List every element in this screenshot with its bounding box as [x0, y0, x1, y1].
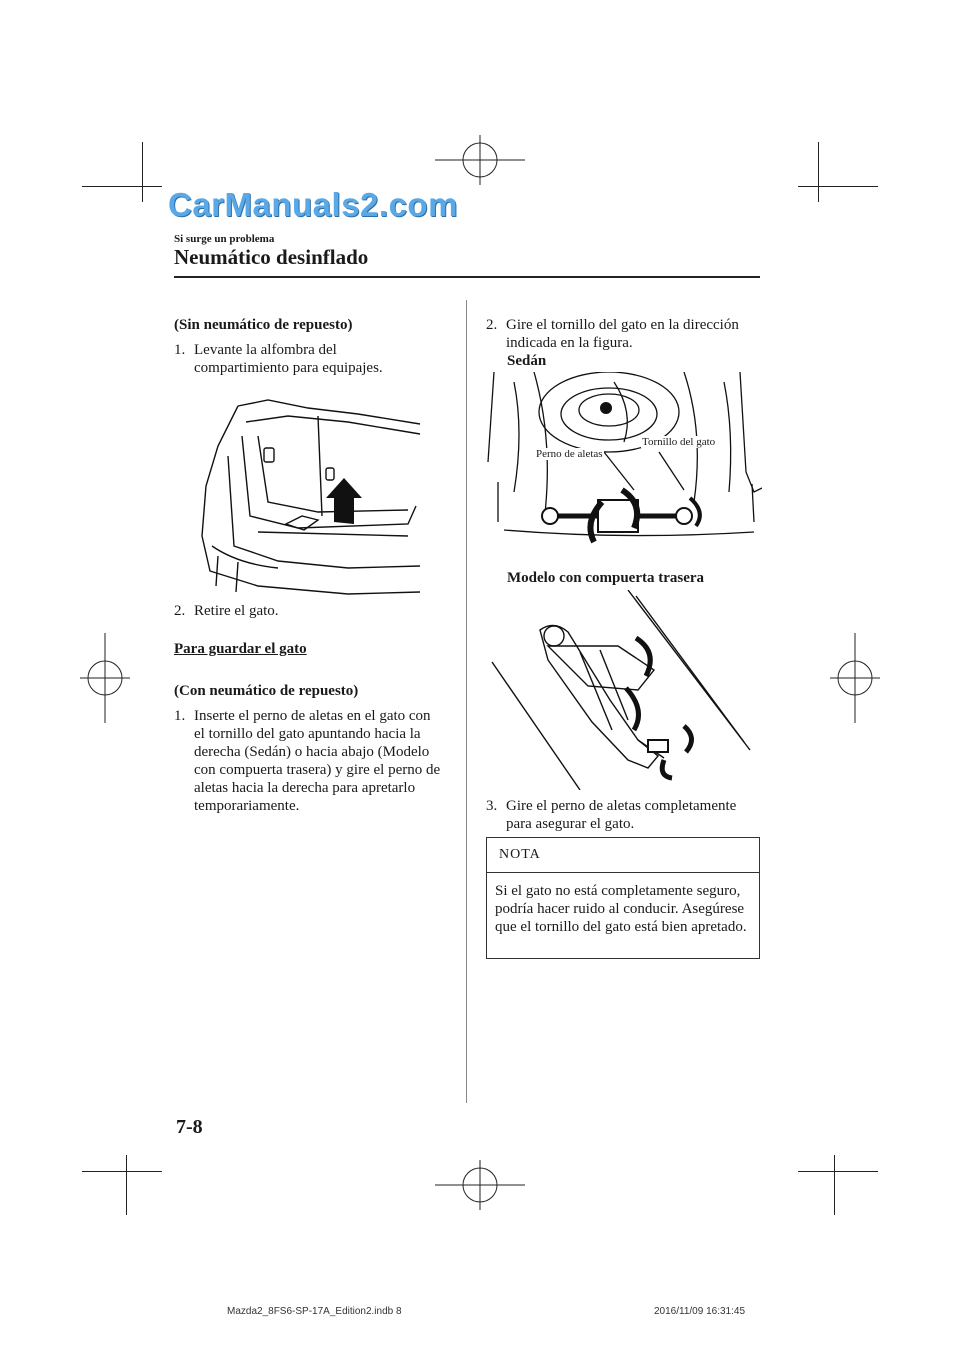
sedan-jack-illustration [484, 372, 762, 562]
step-1-lift-carpet [174, 341, 434, 377]
page-number: 7-8 [176, 1116, 203, 1138]
note-header [487, 838, 759, 873]
step-text: Inserte el perno de aletas en el gato con el tornillo del gato apuntando hacia la derecha (Sedán) o hacia abajo (Modelo con compuerta trasera) y gire el perno de aletas hacia la derecha para apretarlo temporariamente. [194, 708, 441, 814]
footer-timestamp: 2016/11/09 16:31:45 [654, 1306, 746, 1317]
page-title: Neumático desinflado [174, 245, 369, 269]
step-text: Gire el tornillo del gato en la dirección indicada en la figura. [506, 317, 739, 351]
column-divider [466, 300, 467, 1103]
step-number: 2. [486, 317, 498, 333]
label-wing-bolt: Perno de aletas [536, 448, 603, 460]
store-step-1 [174, 707, 444, 815]
section-label: Si surge un problema [174, 233, 275, 245]
watermark-logo[interactable]: CarManuals2.com [168, 186, 458, 223]
step-text: Gire el perno de aletas completamente para asegurar el gato. [506, 798, 737, 832]
crop-mark [126, 1155, 127, 1215]
cargo-compartment-illustration [198, 396, 422, 596]
step-text: Levante la alfombra del compartimiento para equipajes. [194, 342, 383, 376]
note-body: Si el gato no está completamente seguro, podría hacer ruido al conducir. Asegúrese que el tornillo del gato está bien apretado. [495, 883, 747, 935]
crop-mark [818, 142, 819, 202]
step-2-turn-screw [486, 316, 760, 352]
crop-mark [142, 142, 143, 202]
crop-mark [82, 1171, 162, 1172]
crop-mark [798, 186, 878, 187]
sedan-label: Sedán [507, 353, 547, 369]
step-2-remove-jack [174, 602, 434, 620]
step-text: Retire el gato. [194, 603, 279, 619]
crop-mark [834, 1155, 835, 1215]
hatchback-label: Modelo con compuerta trasera [507, 570, 705, 586]
subheading-store-jack: Para guardar el gato [174, 641, 307, 657]
heading-with-spare: (Con neumático de repuesto) [174, 683, 359, 699]
step-number: 3. [486, 798, 498, 814]
registration-mark [435, 1150, 525, 1210]
footer-filename: Mazda2_8FS6-SP-17A_Edition2.indb 8 [227, 1306, 402, 1317]
step-3-tighten-bolt [486, 797, 760, 833]
note-box [486, 837, 760, 959]
registration-mark [830, 633, 880, 723]
step-number: 1. [174, 708, 186, 724]
note-title: NOTA [499, 847, 541, 862]
crop-mark [82, 186, 162, 187]
title-divider [174, 276, 760, 278]
registration-mark [80, 633, 130, 723]
heading-no-spare: (Sin neumático de repuesto) [174, 317, 353, 333]
crop-mark [798, 1171, 878, 1172]
label-jack-screw: Tornillo del gato [642, 436, 716, 448]
step-number: 1. [174, 342, 186, 358]
hatchback-jack-illustration [488, 590, 758, 790]
step-number: 2. [174, 603, 186, 619]
